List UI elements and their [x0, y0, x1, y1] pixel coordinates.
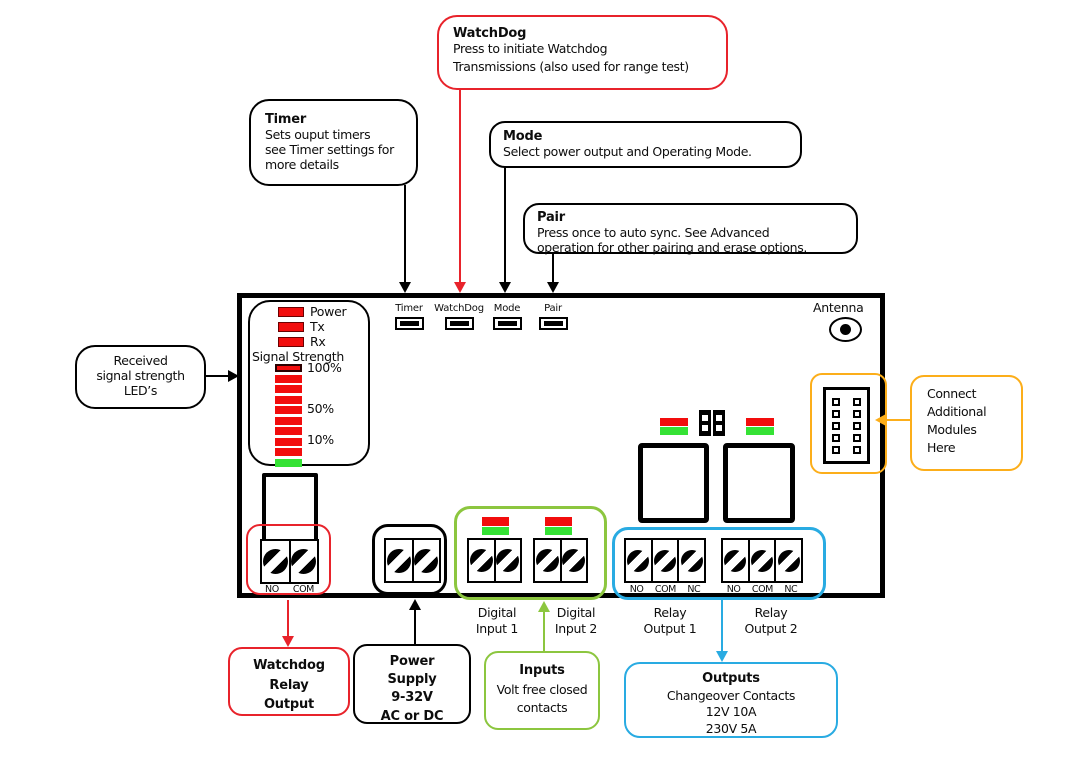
signal-strength-100: 100% — [307, 360, 342, 375]
rx-led-icon — [278, 337, 304, 347]
timer-button-face — [400, 321, 419, 326]
received-signal-line: Received — [113, 353, 168, 368]
pair-pointer-line — [552, 253, 554, 283]
connect-modules-pointer-arrow — [875, 414, 886, 426]
relay2-red-led — [746, 418, 774, 426]
received-signal-line: signal strength — [96, 368, 185, 383]
inputs-callout-line: contacts — [516, 700, 568, 716]
jumper-header-icon — [699, 410, 725, 436]
pair-button[interactable] — [539, 317, 568, 330]
mode-button[interactable] — [493, 317, 522, 330]
timer-pointer-arrow — [399, 282, 411, 293]
terminal-label-nc: NC — [687, 584, 701, 595]
inputs-highlight — [454, 506, 607, 600]
relay-2 — [723, 443, 795, 523]
outputs-callout-line: 230V 5A — [705, 721, 757, 737]
watchdog-pointer-line — [459, 89, 461, 283]
signal-strength-bars — [275, 364, 302, 467]
connect-modules-line: Connect — [927, 386, 977, 401]
watchdog-relay-line: Relay — [269, 677, 309, 693]
inputs-callout — [484, 651, 600, 730]
received-signal-line: LED’s — [123, 383, 158, 398]
inputs-callout-title: Inputs — [519, 663, 565, 678]
watchdog-callout-line: Transmissions (also used for range test) — [453, 59, 689, 74]
signal-bar-red — [275, 448, 302, 456]
outputs-callout — [624, 662, 838, 738]
timer-callout — [249, 99, 418, 186]
pair-callout-line: Press once to auto sync. See Advanced — [537, 225, 770, 240]
power-supply-pointer-line — [414, 609, 416, 644]
port-label-line: Input 1 — [475, 621, 519, 637]
terminal-label-com: COM — [751, 584, 773, 595]
digital-input-1-label — [462, 605, 532, 638]
port-label-line: Output 1 — [643, 621, 697, 637]
antenna-icon — [829, 317, 862, 342]
signal-bar-red — [275, 438, 302, 446]
power-supply-line: Power — [389, 654, 435, 669]
watchdog-relay-line: Watchdog — [253, 658, 325, 673]
terminal-label-no: NO — [629, 584, 644, 595]
outputs-pointer-line — [721, 599, 723, 652]
watchdog-button[interactable] — [445, 317, 474, 330]
watchdog-callout — [437, 15, 728, 90]
relay-1 — [638, 443, 709, 523]
connect-modules-pointer-line — [886, 419, 910, 421]
timer-callout-line: more details — [265, 157, 339, 172]
watchdog-relay-line: Output — [263, 697, 315, 712]
inputs-pointer-line — [543, 611, 545, 651]
tx-led-label: Tx — [310, 319, 325, 334]
tx-led-icon — [278, 322, 304, 332]
pair-pointer-arrow — [547, 282, 559, 293]
connect-modules-line: Modules — [927, 422, 977, 438]
relay-output-2-label — [731, 605, 811, 638]
terminal-label-com: COM — [654, 584, 676, 595]
connect-modules-line: Here — [927, 440, 956, 456]
port-label-line: Digital — [477, 605, 517, 620]
outputs-pointer-arrow — [716, 651, 728, 662]
signal-bar-red — [275, 427, 302, 435]
digital-input-2-label — [541, 605, 611, 638]
pair-button-label: Pair — [544, 303, 562, 314]
timer-button[interactable] — [395, 317, 424, 330]
power-supply-highlight — [372, 524, 447, 595]
watchdog-button-label: WatchDog — [434, 303, 484, 314]
relay1-red-led — [660, 418, 688, 426]
signal-strength-10: 10% — [307, 432, 334, 447]
power-led-label: Power — [310, 304, 347, 319]
timer-callout-line: see Timer settings for — [265, 142, 394, 157]
outputs-callout-line: 12V 10A — [705, 704, 757, 720]
relay2-green-led — [746, 427, 774, 435]
received-signal-pointer-line — [205, 375, 230, 377]
watchdog-relay-pointer-arrow — [282, 636, 294, 647]
mode-callout-title: Mode — [503, 129, 543, 144]
relay-output-1-label — [630, 605, 710, 638]
port-label-line: Relay — [754, 605, 788, 620]
signal-bar-green — [275, 459, 302, 467]
timer-callout-title: Timer — [265, 112, 307, 127]
signal-bar-red — [275, 396, 302, 404]
terminal-label-com: COM — [292, 584, 314, 595]
mode-callout — [489, 121, 802, 168]
power-supply-line: AC or DC — [380, 708, 444, 724]
relay1-green-led — [660, 427, 688, 435]
power-supply-line: Supply — [387, 672, 437, 688]
watchdog-relay-callout — [228, 647, 350, 716]
jumper-column — [699, 410, 711, 436]
mode-callout-line: Select power output and Operating Mode. — [503, 144, 752, 159]
mode-pointer-line — [504, 167, 506, 283]
terminal-label-no: NO — [265, 584, 279, 595]
watchdog-callout-title: WatchDog — [453, 26, 527, 41]
connect-modules-callout — [910, 375, 1023, 471]
timer-callout-line: Sets ouput timers — [265, 127, 371, 142]
mode-button-face — [498, 321, 517, 326]
signal-strength-title: Signal Strength — [252, 349, 344, 364]
power-led-icon — [278, 307, 304, 317]
received-signal-pointer-arrow — [228, 370, 239, 382]
outputs-callout-line: Changeover Contacts — [666, 687, 796, 703]
port-label-line: Output 2 — [744, 621, 798, 637]
pair-callout-line: operation for other pairing and erase options. — [537, 240, 808, 255]
connect-modules-line: Additional — [927, 404, 987, 420]
power-supply-line: 9-32V — [391, 690, 433, 706]
outputs-highlight — [612, 527, 826, 600]
terminal-label-no: NO — [726, 584, 741, 595]
port-label-line: Digital — [556, 605, 596, 620]
watchdog-button-face — [450, 321, 469, 326]
signal-bar-red — [275, 375, 302, 383]
inputs-callout-line: Volt free closed — [496, 681, 588, 697]
watchdog-relay-pointer-line — [287, 600, 289, 637]
signal-bar-red — [275, 364, 302, 372]
watchdog-output-highlight — [246, 524, 331, 595]
watchdog-pointer-arrow — [454, 282, 466, 293]
power-supply-callout — [353, 644, 471, 724]
mode-button-label: Mode — [493, 303, 521, 314]
signal-bar-red — [275, 417, 302, 425]
timer-button-label: Timer — [395, 303, 423, 314]
timer-pointer-line — [404, 185, 406, 283]
signal-strength-50: 50% — [307, 401, 334, 416]
jumper-column — [713, 410, 725, 436]
pair-button-face — [544, 321, 563, 326]
antenna-dot — [840, 324, 851, 335]
terminal-label-nc: NC — [784, 584, 798, 595]
received-signal-callout — [75, 345, 206, 409]
signal-bar-red — [275, 385, 302, 393]
rx-led-label: Rx — [310, 334, 326, 349]
antenna-label: Antenna — [813, 300, 864, 315]
watchdog-callout-line: Press to initiate Watchdog — [453, 41, 608, 56]
port-label-line: Relay — [653, 605, 687, 620]
pair-callout-title: Pair — [537, 210, 566, 225]
outputs-callout-title: Outputs — [702, 671, 760, 686]
port-label-line: Input 2 — [554, 621, 598, 637]
mode-pointer-arrow — [499, 282, 511, 293]
signal-bar-red — [275, 406, 302, 414]
pair-callout — [523, 203, 858, 254]
